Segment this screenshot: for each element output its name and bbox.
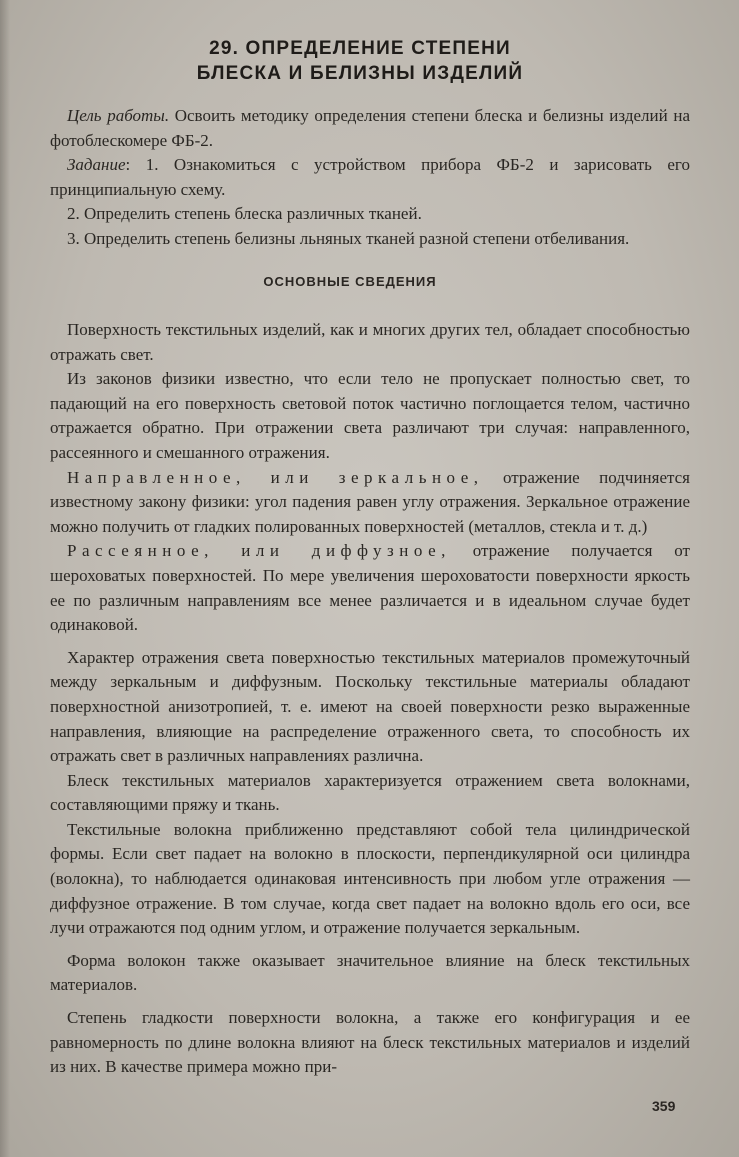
task-paragraph	[50, 153, 690, 202]
task-text: : 1. Ознакомиться с устройством прибора ФБ-2 и зарисовать его принципиальную схему.	[50, 155, 690, 199]
paragraph-6	[50, 769, 690, 818]
task-item-2-text: 2. Определить степень блеска различных тканей.	[67, 204, 422, 224]
main-text-block	[50, 318, 690, 1080]
chapter-title-line-1: 29. ОПРЕДЕЛЕНИЕ СТЕПЕНИ	[209, 38, 511, 59]
paragraph-1-text: Поверхность текстильных изделий, как и многих других тел, обладает способностью отражать свет.	[50, 320, 690, 364]
task-item-3-text: 3. Определить степень белизны льняных тканей разной степени отбеливания.	[67, 228, 630, 248]
paragraph-4-text: отражение получается от шероховатых поверхностей. По мере увеличения шероховатости поверхности яркость ее по различным направлениям все менее различается и в идеальном случае будет одинаковой.	[50, 541, 690, 635]
goal-paragraph	[50, 104, 690, 153]
task-label: Задание	[67, 155, 126, 175]
paragraph-2-text: Из законов физики известно, что если тело не пропускает полностью свет, то падающий на его поверхность световой поток частично поглощается телом, частично отражается обратно. При отражении света различают три случая: направленного, рассеянного и смешанного отражения.	[50, 369, 690, 462]
paragraph-gap	[50, 941, 690, 949]
paragraph-8	[50, 949, 690, 998]
term-diffuse-reflection: Рассеянное, или диффузное,	[67, 541, 451, 561]
paragraph-6-text: Блеск текстильных материалов характеризуется отражением света волокнами, составляющими пряжу и ткань.	[50, 770, 690, 815]
paragraph-2	[50, 367, 690, 465]
paragraph-gap	[50, 638, 690, 646]
term-directed-reflection: Направленное, или зеркальное,	[67, 467, 484, 487]
paragraph-4	[50, 539, 690, 637]
section-heading: ОСНОВНЫЕ СВЕДЕНИЯ	[263, 274, 437, 289]
task-item-2	[50, 202, 690, 227]
paragraph-8-text: Форма волокон также оказывает значительное влияние на блеск текстильных материалов.	[50, 950, 690, 995]
task-item-3	[50, 227, 690, 252]
paragraph-9-text: Степень гладкости поверхности волокна, а также его конфигурация и ее равномерность по длине волокна влияют на блеск текстильных материалов и изделий из них. В качестве примера можно при-	[50, 1008, 690, 1077]
goal-text: Освоить методику определения степени блеска и белизны изделий на фотоблескомере ФБ-2.	[50, 106, 690, 150]
goal-label: Цель работы.	[67, 106, 170, 125]
paragraph-9	[50, 1006, 690, 1080]
paragraph-1	[50, 318, 690, 367]
paragraph-7	[50, 818, 690, 941]
paragraph-5-text: Характер отражения света поверхностью текстильных материалов промежуточный между зеркальным и диффузным. Поскольку текстильные материалы обладают поверхностной анизотропией, т. е. имеют на своей поверхности резко выраженные направления, влияющие на распределение отраженного света, то способность их отражать свет в различных направлениях различна.	[50, 647, 690, 766]
paragraph-5	[50, 646, 690, 769]
chapter-title-line-2: БЛЕСКА И БЕЛИЗНЫ ИЗДЕЛИЙ	[196, 63, 524, 84]
paragraph-3	[50, 466, 690, 540]
paragraph-gap	[50, 998, 690, 1006]
page-edge-shadow	[0, 0, 10, 1157]
page-number: 359	[652, 1098, 676, 1114]
paragraph-3-text: отражение подчиняется известному закону физики: угол падения равен углу отражения. Зеркальное отражение можно получить от гладких полированных поверхностей (металлов, стекла и т. д.)	[50, 467, 691, 536]
intro-block	[50, 104, 690, 252]
paragraph-7-text: Текстильные волокна приближенно представляют собой тела цилиндрической формы. Если свет падает на волокно в плоскости, перпендикулярной оси цилиндра (волокна), то наблюдается одинаковая интенсивность при любом угле отражения — диффузное отражение. В том случае, когда свет падает на волокно вдоль его оси, все лучи отражаются под одним углом, и отражение получается зеркальным.	[50, 819, 690, 938]
